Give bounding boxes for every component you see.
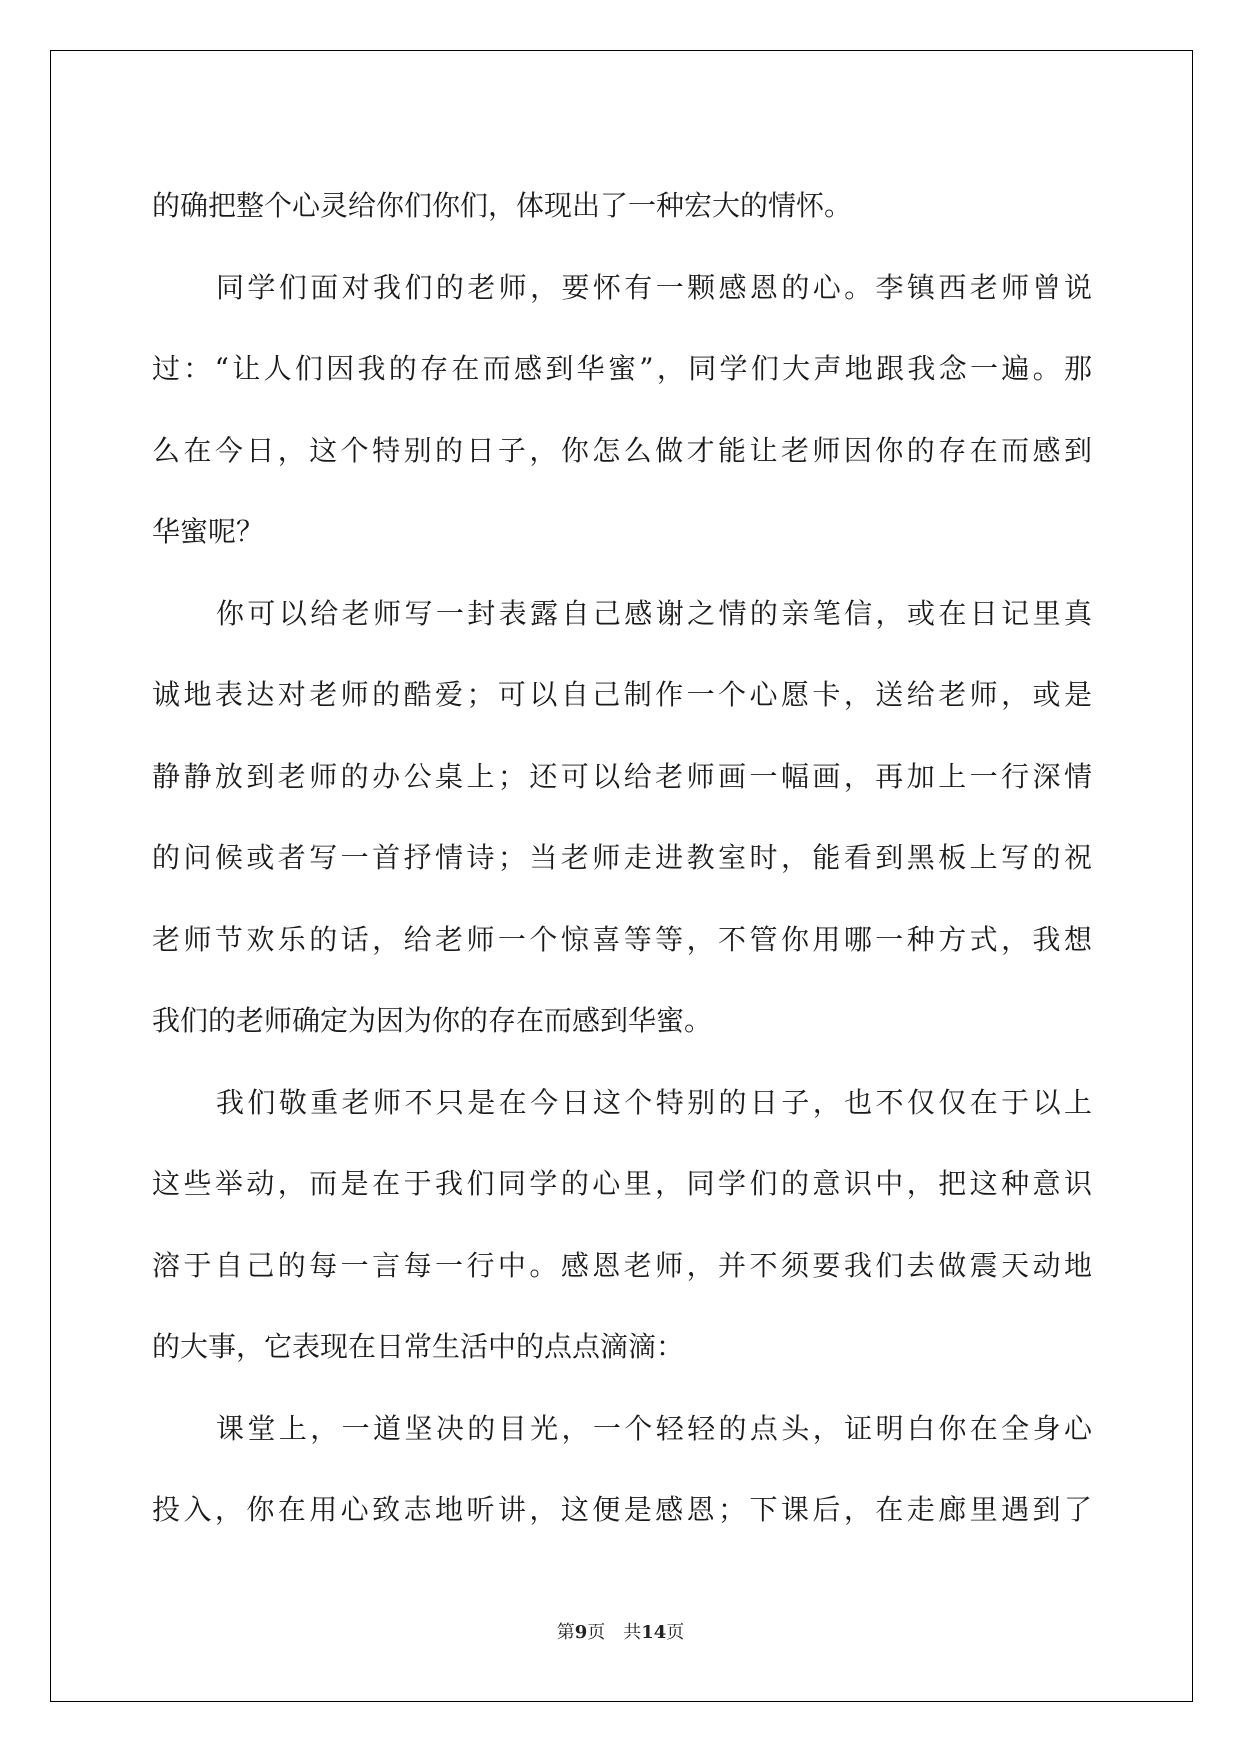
text-line: 你可以给老师写一封表露自己感谢之情的亲笔信，或在日记里真 xyxy=(216,596,1092,630)
text-line: 课堂上，一道坚决的目光，一个轻轻的点头，证明白你在全身心 xyxy=(216,1411,1092,1445)
page-number: 9 xyxy=(574,1622,588,1643)
text-line: 的确把整个心灵给你们你们，体现出了一种宏大的情怀。 xyxy=(152,189,853,222)
page-suffix: 页 xyxy=(587,1622,606,1643)
text-line: 静静放到老师的办公桌上；还可以给老师画一幅画，再加上一行深情 xyxy=(152,759,1092,793)
text-line: 投入，你在用心致志地听讲，这便是感恩；下课后，在走廊里遇到了 xyxy=(152,1493,1092,1526)
text-line: 华蜜呢？ xyxy=(152,515,265,548)
text-line: 过：“让人们因我的存在而感到华蜜”，同学们大声地跟我念一遍。那 xyxy=(152,352,1092,385)
page-footer xyxy=(0,1618,1241,1644)
text-line: 诚地表达对老师的酷爱；可以自己制作一个心愿卡，送给老师，或是 xyxy=(152,678,1092,711)
text-line: 老师节欢乐的话，给老师一个惊喜等等，不管你用哪一种方式，我想 xyxy=(152,922,1092,956)
page-prefix: 第 xyxy=(556,1622,575,1643)
text-line: 同学们面对我们的老师，要怀有一颗感恩的心。李镇西老师曾说 xyxy=(216,270,1092,304)
text-line: 这些举动，而是在于我们同学的心里，同学们的意识中，把这种意识 xyxy=(152,1167,1092,1200)
total-prefix: 共 xyxy=(623,1622,642,1643)
text-line: 的大事，它表现在日常生活中的点点滴滴： xyxy=(152,1330,685,1363)
text-line: 么在今日，这个特别的日子，你怎么做才能让老师因你的存在而感到 xyxy=(152,433,1092,467)
text-line: 我们敬重老师不只是在今日这个特别的日子，也不仅仅在于以上 xyxy=(216,1085,1092,1119)
text-line: 溶于自己的每一言每一行中。感恩老师，并不须要我们去做震天动地 xyxy=(152,1248,1092,1282)
text-line: 我们的老师确定为因为你的存在而感到华蜜。 xyxy=(152,1004,713,1037)
document-body xyxy=(152,165,1092,1551)
total-suffix: 页 xyxy=(666,1622,685,1643)
text-line: 的问候或者写一首抒情诗；当老师走进教室时，能看到黑板上写的祝 xyxy=(152,841,1092,874)
total-pages: 14 xyxy=(641,1622,667,1643)
